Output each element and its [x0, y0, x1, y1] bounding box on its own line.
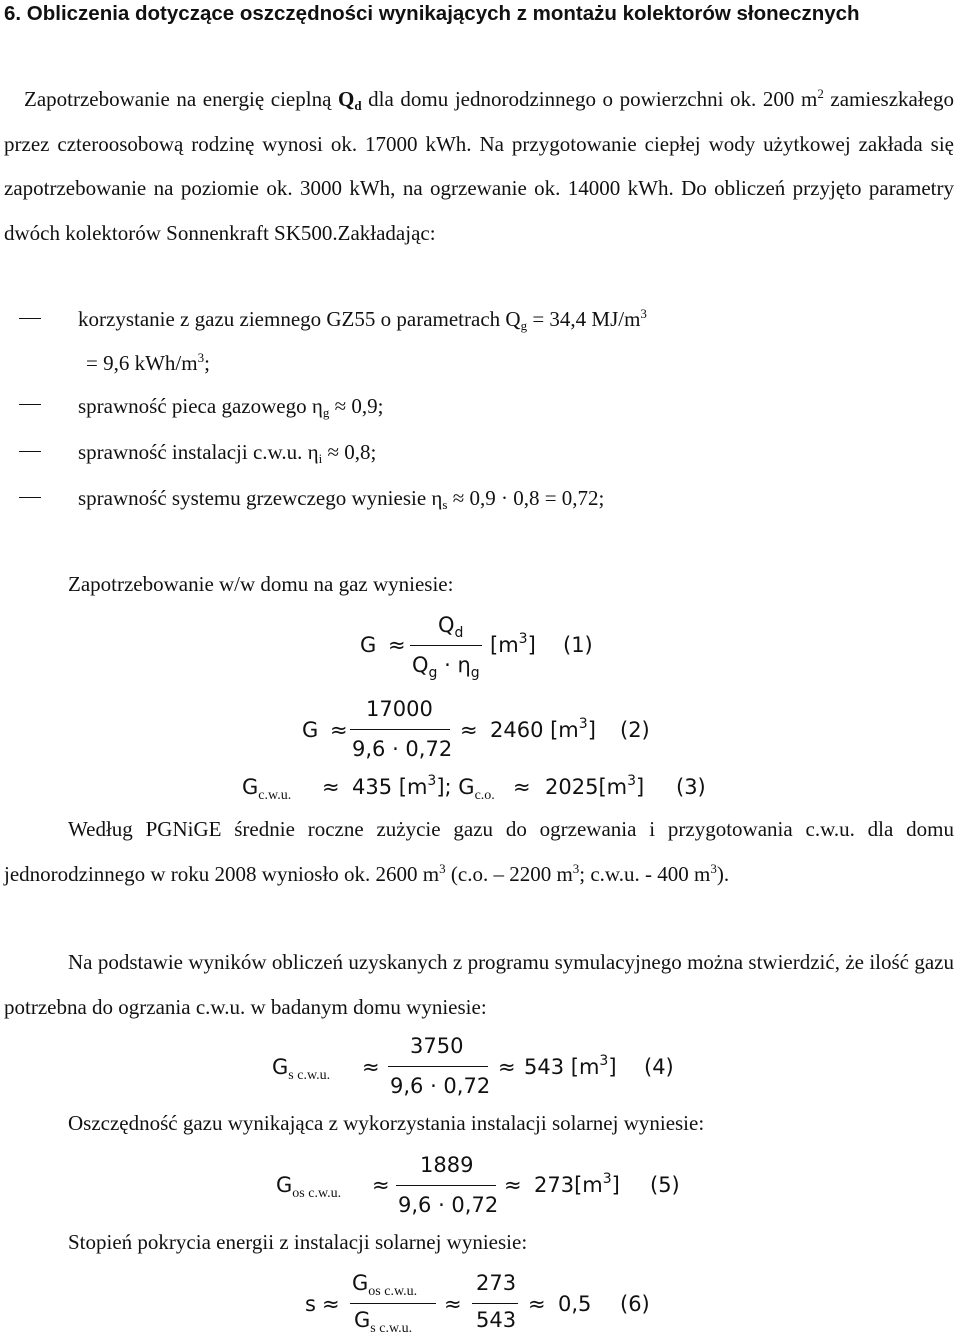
bullet-gas-params: korzystanie z gazu ziemnego GZ55 o parametrach $Q_g = 34,4$ $MJ/m^3$ [78, 306, 647, 333]
equation-number: (4) [644, 1055, 674, 1079]
pgnig-paragraph: Według PGNiGE średnie roczne zużycie gazu do ogrzewania i przygotowania c.w.u. dla domu jednorodzinnego w roku 2008 wyniosło ok. 2600 $m^3$ (c.o. – 2200 $m^3$; c.w.u. - 400 $m^3$). [4, 817, 954, 886]
savings-intro: Oszczędność gazu wynikająca z wykorzystania instalacji solarnej wyniesie: [68, 1111, 705, 1135]
equation-number: (6) [620, 1292, 650, 1316]
equation-number: (1) [563, 633, 593, 657]
bullet-gas-params-cont: = 9,6 kWh/$m^3$; [86, 350, 210, 375]
intro-text-1: Zapotrzebowanie na energię cieplną [24, 87, 338, 111]
simulation-paragraph: Na podstawie wyników obliczeń uzyskanych z programu symulacyjnego można stwierdzić, że ilość gazu potrzebna do ogrzania c.w.u. w badanym domu wyniesie: [4, 950, 954, 1019]
demand-intro: Zapotrzebowanie w/w domu na gaz wyniesie: [68, 572, 454, 596]
equation-number: (3) [676, 775, 706, 799]
equation-number: (5) [650, 1173, 680, 1197]
qd-symbol: $Q_d$ [338, 87, 362, 113]
bullet-cwu-efficiency: sprawność instalacji c.w.u. $\eta_i \approx 0,8$; [78, 440, 377, 466]
intro-text-2: dla domu jednorodzinnego o powierzchni ok. 200 m [361, 87, 818, 111]
intro-text-3: zamieszkałego przez czteroosobową rodzinę wynosi ok. 17000 kWh. Na przygotowanie ciepłej wody użytkowej zakłada się zapotrzebowanie na poziomie ok. 3000 kWh, na ogrzewanie ok. 14000 kWh. Do obliczeń przyjęto parametry dwóch kolektorów Sonnenkraft SK500.Zakładając: [4, 87, 955, 245]
area-unit-sup: 2 [817, 86, 824, 101]
coverage-intro: Stopień pokrycia energii z instalacji solarnej wyniesie: [68, 1230, 528, 1254]
equation-number: (2) [620, 718, 650, 742]
bullet-furnace-efficiency: sprawność pieca gazowego $\eta_g \approx 0,9$; [78, 394, 384, 420]
section-heading: 6. Obliczenia dotyczące oszczędności wynikających z montażu kolektorów słonecznych [4, 2, 860, 25]
bullet-system-efficiency: sprawność systemu grzewczego wyniesie $\eta_s \approx 0,9 \cdot 0,8 = 0,72$; [78, 486, 605, 512]
bullet-dash [19, 404, 41, 405]
bullet-dash [19, 318, 41, 319]
bullet-dash [19, 497, 41, 498]
intro-paragraph [4, 77, 954, 255]
bullet-dash [19, 451, 41, 452]
